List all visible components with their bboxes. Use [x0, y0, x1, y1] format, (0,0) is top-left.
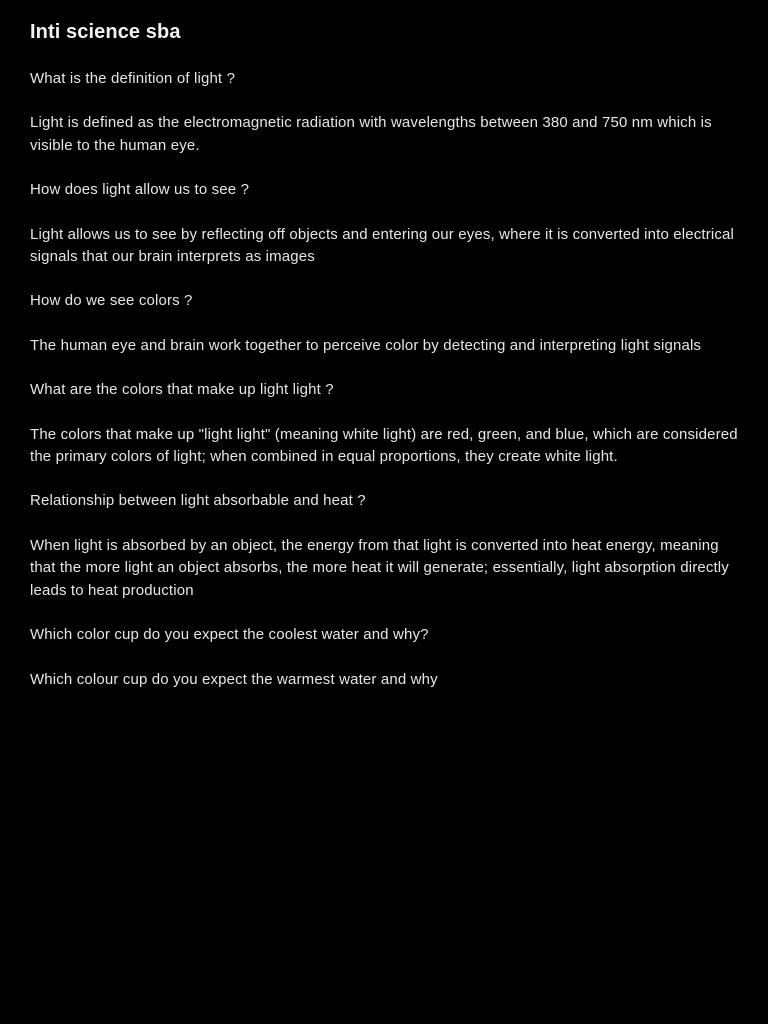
question-colors-of-light[interactable]: What are the colors that make up light light ? [30, 381, 334, 399]
answer-how-we-see-colors[interactable]: The human eye and brain work together to perceive color by detecting and interpreting light signals [30, 336, 702, 354]
answer-light-absorption-heat[interactable]: When light is absorbed by an object, the energy from that light is converted into heat energy, meaning that the more light an object absorbs, the more heat it will generate; essentially, light absorption directly leads to heat production [30, 536, 729, 599]
note-title[interactable]: Inti science sba [30, 21, 181, 43]
note-body[interactable] [30, 18, 742, 713]
answer-colors-of-light[interactable]: The colors that make up "light light" (meaning white light) are red, green, and blue, which are considered the primary colors of light; when combined in equal proportions, they create white light. [30, 425, 738, 466]
question-warmest-water-cup[interactable]: Which colour cup do you expect the warmest water and why [30, 670, 438, 688]
question-coolest-water-cup[interactable]: Which color cup do you expect the coolest water and why? [30, 626, 429, 644]
answer-how-light-allows-seeing[interactable]: Light allows us to see by reflecting off objects and entering our eyes, where it is converted into electrical signals that our brain interprets as images [30, 225, 734, 266]
question-definition-of-light[interactable]: What is the definition of light ? [30, 70, 236, 87]
answer-definition-of-light[interactable]: Light is defined as the electromagnetic radiation with wavelengths between 380 and 750 nm which is visible to the human eye. [30, 114, 712, 154]
question-light-absorption-heat[interactable]: Relationship between light absorbable and heat ? [30, 492, 366, 510]
question-how-we-see-colors[interactable]: How do we see colors ? [30, 292, 193, 310]
question-how-light-allows-seeing[interactable]: How does light allow us to see ? [30, 181, 250, 199]
